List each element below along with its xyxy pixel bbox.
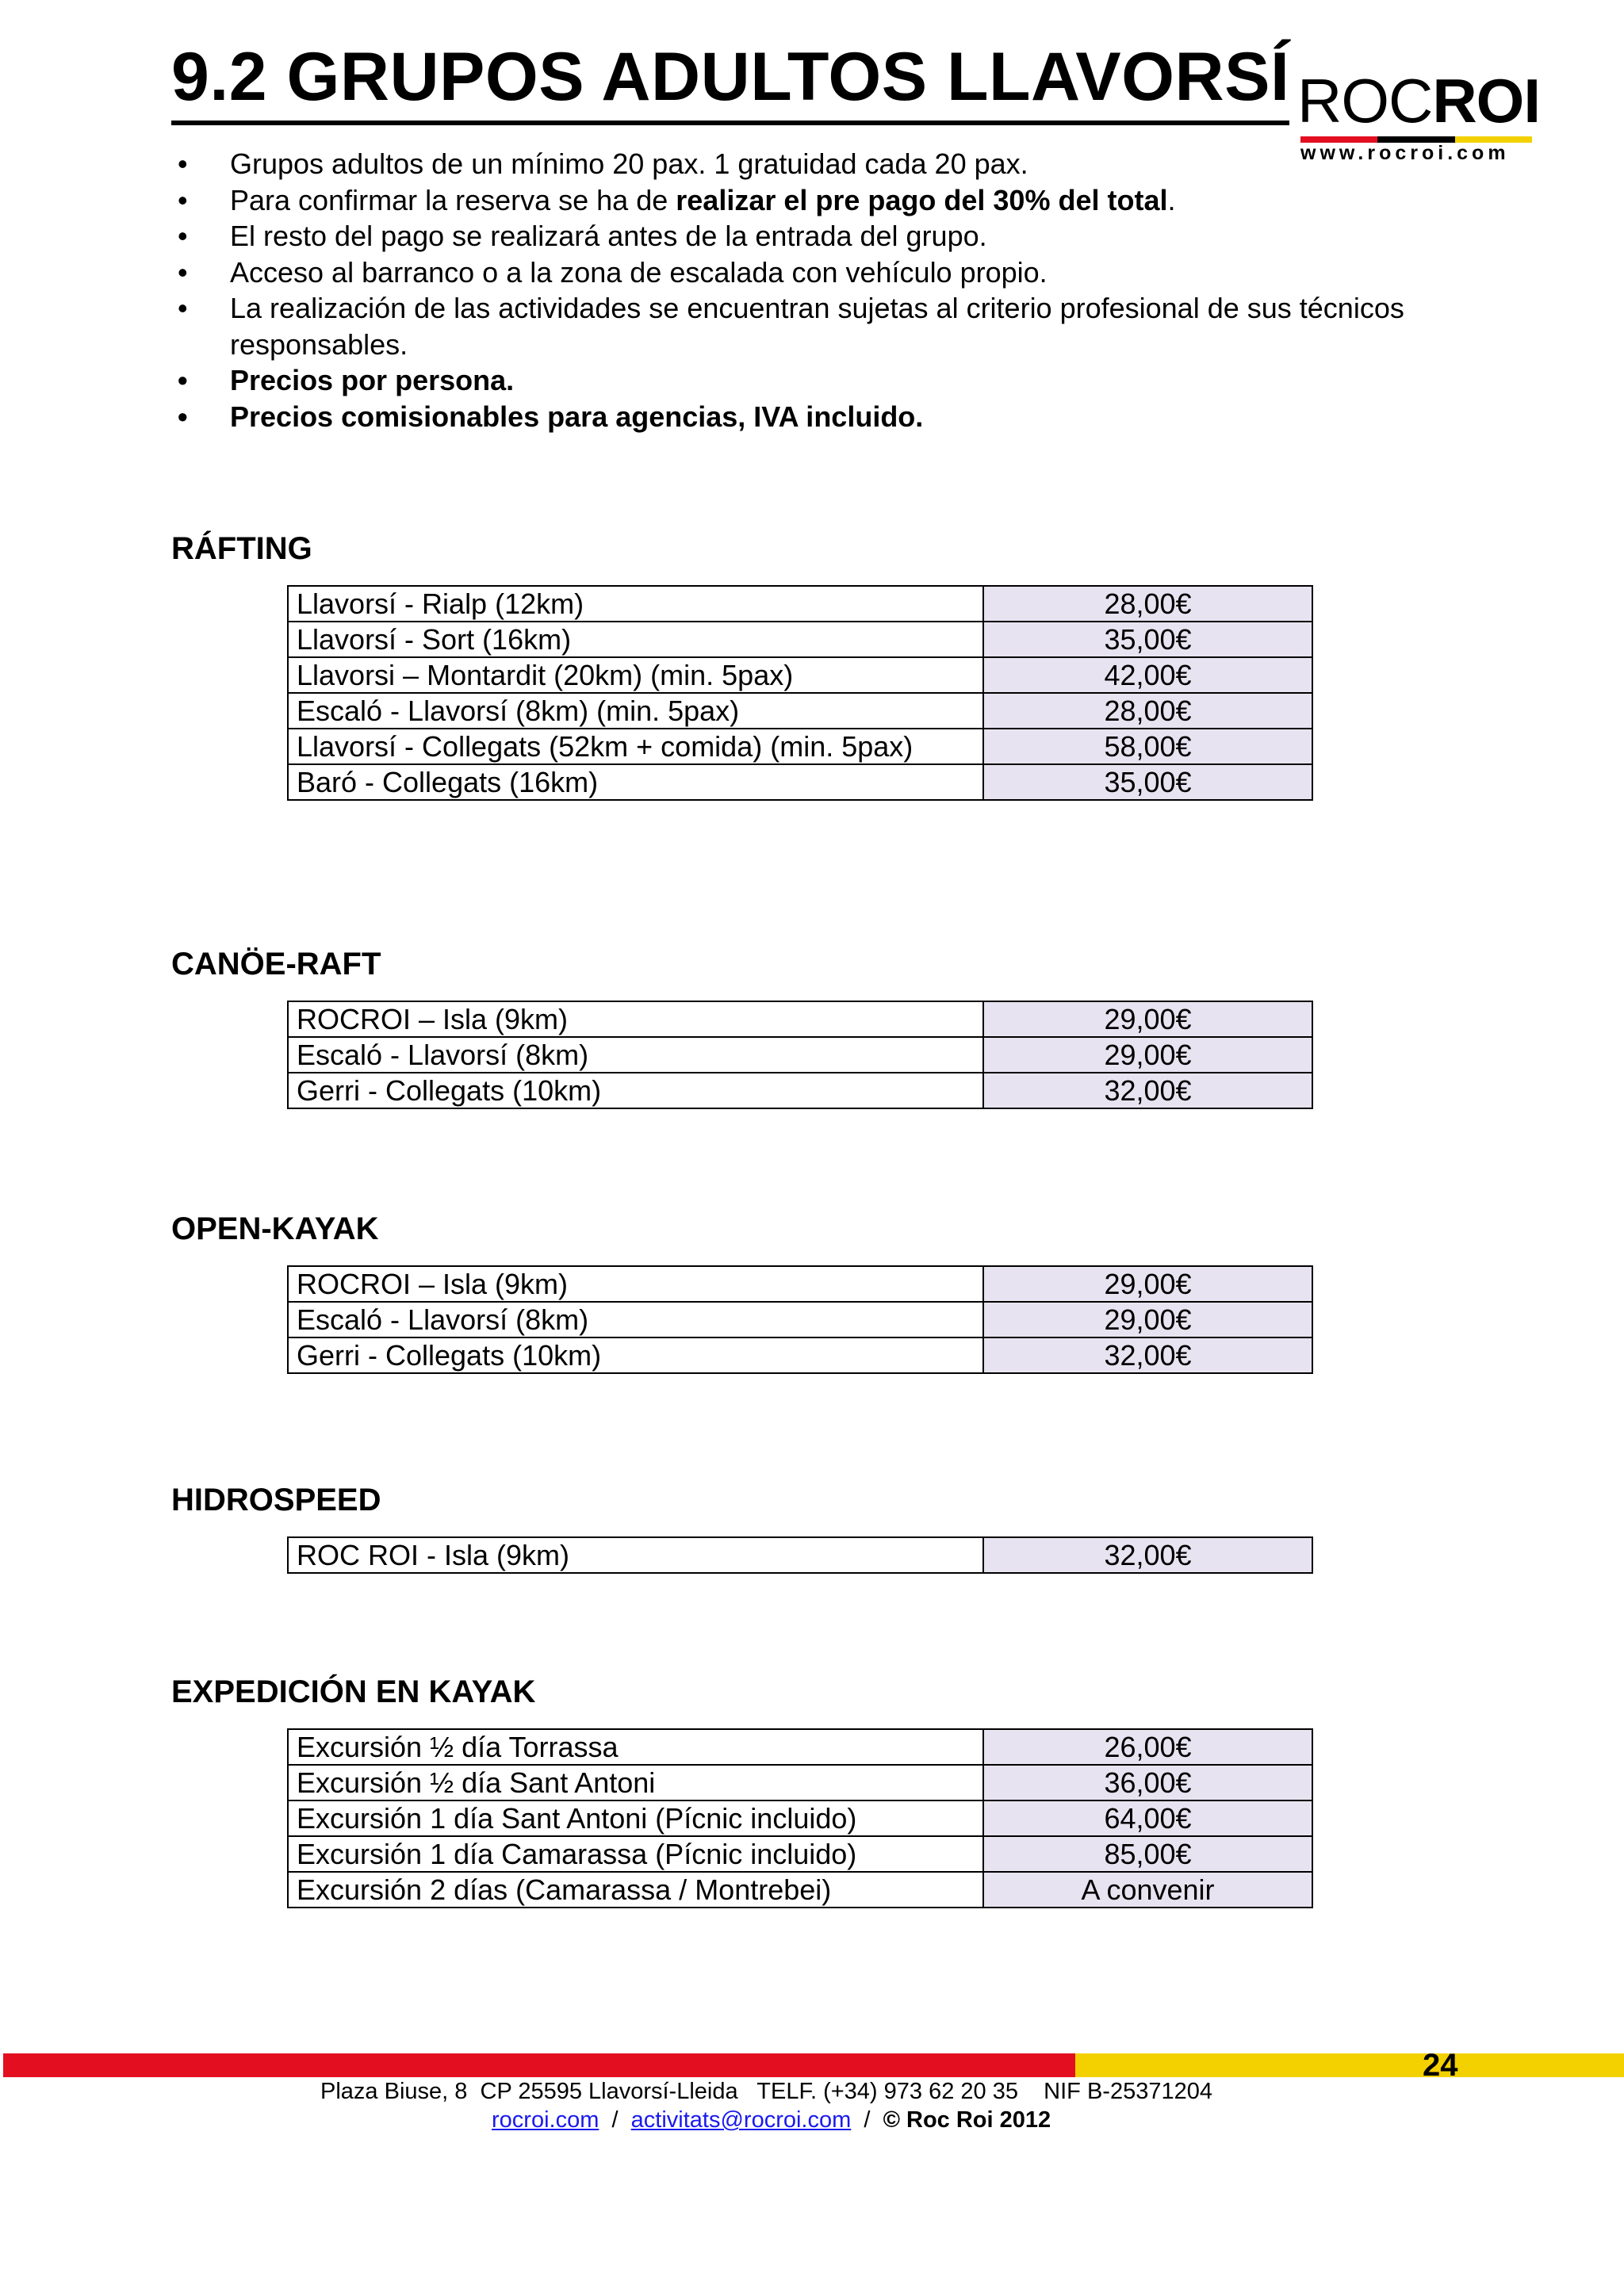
bullet-icon: •: [178, 255, 188, 289]
intro-item: [171, 218, 1519, 254]
price-cell: 42,00€: [983, 657, 1312, 693]
table-row: [288, 657, 1312, 693]
route-cell: Gerri - Collegats (10km): [288, 1073, 983, 1108]
table-row: [288, 1800, 1312, 1836]
price-cell: A convenir: [983, 1872, 1312, 1908]
table-row: [288, 1537, 1312, 1573]
copyright: © Roc Roi 2012: [883, 2107, 1051, 2133]
table-row: [288, 1001, 1312, 1037]
route-cell: Excursión 2 días (Camarassa / Montrebei): [288, 1872, 983, 1908]
table-row: [288, 693, 1312, 729]
table-row: [288, 1729, 1312, 1765]
footer-bar-yellow: [1075, 2053, 1624, 2077]
route-cell: Gerri - Collegats (10km): [288, 1337, 983, 1373]
price-table: [287, 1536, 1313, 1574]
intro-item-text: Grupos adultos de un mínimo 20 pax. 1 gratuidad cada 20 pax.: [230, 147, 1028, 180]
price-cell: 64,00€: [983, 1800, 1312, 1836]
price-cell: 35,00€: [983, 764, 1312, 800]
route-cell: ROC ROI - Isla (9km): [288, 1537, 983, 1573]
email-link[interactable]: activitats@rocroi.com: [630, 2107, 852, 2133]
logo-word-roi: ROI: [1432, 66, 1541, 136]
page-title: 9.2 GRUPOS ADULTOS LLAVORSÍ: [171, 33, 1289, 125]
route-cell: ROCROI – Isla (9km): [288, 1266, 983, 1302]
intro-item-text: Precios comisionables para agencias, IVA incluido.: [230, 400, 924, 433]
section-heading: RÁFTING: [171, 531, 312, 566]
price-cell: 29,00€: [983, 1001, 1312, 1037]
section-heading: OPEN-KAYAK: [171, 1211, 379, 1246]
logo-wordmark: [1297, 67, 1540, 135]
price-cell: 29,00€: [983, 1037, 1312, 1073]
bullet-icon: •: [178, 147, 188, 180]
table-row: [288, 1872, 1312, 1908]
footer-color-bar: [3, 2053, 1624, 2077]
footer-address: Plaza Biuse, 8 CP 25595 Llavorsí-Lleida TELF. (+34) 973 62 20 35 NIF B-25371204: [320, 2079, 1212, 2104]
intro-item-text: Acceso al barranco o a la zona de escalada con vehículo propio.: [230, 255, 1048, 289]
footer-links: [492, 2106, 1051, 2134]
price-cell: 29,00€: [983, 1266, 1312, 1302]
price-cell: 28,00€: [983, 586, 1312, 622]
route-cell: Escaló - Llavorsí (8km): [288, 1037, 983, 1073]
table-row: [288, 764, 1312, 800]
price-cell: 28,00€: [983, 693, 1312, 729]
footer-separator: /: [599, 2107, 631, 2133]
table-row: [288, 1765, 1312, 1800]
route-cell: Llavorsí - Collegats (52km + comida) (min. 5pax): [288, 729, 983, 764]
bullet-icon: •: [178, 220, 188, 252]
price-cell: 32,00€: [983, 1537, 1312, 1573]
price-cell: 35,00€: [983, 622, 1312, 657]
route-cell: Excursión ½ día Torrassa: [288, 1729, 983, 1765]
route-cell: Llavorsí - Sort (16km): [288, 622, 983, 657]
price-table: [287, 1265, 1313, 1374]
intro-item: [171, 182, 1519, 219]
section-heading: HIDROSPEED: [171, 1483, 381, 1517]
logo-word-roc: ROC: [1297, 66, 1433, 136]
bullet-icon: •: [178, 292, 188, 324]
intro-item-text-pre: Para confirmar la reserva se ha de: [230, 183, 676, 216]
price-cell: 36,00€: [983, 1765, 1312, 1800]
intro-item: [171, 362, 1519, 399]
footer-separator: /: [851, 2107, 883, 2133]
table-row: [288, 1302, 1312, 1337]
price-cell: 26,00€: [983, 1729, 1312, 1765]
table-row: [288, 1836, 1312, 1872]
route-cell: Escaló - Llavorsí (8km) (min. 5pax): [288, 693, 983, 729]
intro-list: [171, 146, 1519, 434]
website-link[interactable]: rocroi.com: [492, 2107, 599, 2133]
table-row: [288, 1266, 1312, 1302]
price-cell: 58,00€: [983, 729, 1312, 764]
table-row: [288, 586, 1312, 622]
table-row: [288, 1037, 1312, 1073]
intro-item-text: La realización de las actividades se encuentran sujetas al criterio profesional de sus técnicos responsables.: [230, 292, 1404, 361]
price-table: [287, 1728, 1313, 1908]
bullet-icon: •: [178, 364, 188, 396]
logo-url: www.rocroi.com: [1300, 142, 1510, 164]
price-table: [287, 585, 1313, 801]
route-cell: Baró - Collegats (16km): [288, 764, 983, 800]
price-cell: 29,00€: [983, 1302, 1312, 1337]
bullet-icon: •: [178, 400, 188, 433]
price-cell: 32,00€: [983, 1073, 1312, 1108]
table-row: [288, 622, 1312, 657]
intro-item-text: El resto del pago se realizará antes de la entrada del grupo.: [230, 220, 987, 252]
intro-item: [171, 290, 1519, 362]
bullet-icon: •: [178, 183, 188, 216]
intro-item: [171, 254, 1519, 291]
price-cell: 85,00€: [983, 1836, 1312, 1872]
page-number: 24: [1423, 2048, 1458, 2083]
rocroi-logo: [1297, 66, 1541, 164]
route-cell: Escaló - Llavorsí (8km): [288, 1302, 983, 1337]
intro-item: [171, 146, 1519, 182]
route-cell: Excursión 1 día Camarassa (Pícnic incluido): [288, 1836, 983, 1872]
route-cell: Excursión 1 día Sant Antoni (Pícnic incluido): [288, 1800, 983, 1836]
table-row: [288, 1073, 1312, 1108]
intro-item-text: Precios por persona.: [230, 364, 515, 396]
intro-item: [171, 399, 1519, 435]
intro-item-text-bold: realizar el pre pago del 30% del total: [676, 183, 1168, 216]
section-heading: EXPEDICIÓN EN KAYAK: [171, 1674, 536, 1709]
table-row: [288, 729, 1312, 764]
route-cell: Excursión ½ día Sant Antoni: [288, 1765, 983, 1800]
table-row: [288, 1337, 1312, 1373]
intro-item-text-post: .: [1167, 183, 1176, 216]
price-cell: 32,00€: [983, 1337, 1312, 1373]
footer-bar-red: [3, 2053, 1075, 2077]
route-cell: Llavorsí - Rialp (12km): [288, 586, 983, 622]
route-cell: ROCROI – Isla (9km): [288, 1001, 983, 1037]
price-table: [287, 1001, 1313, 1109]
route-cell: Llavorsi – Montardit (20km) (min. 5pax): [288, 657, 983, 693]
section-heading: CANÖE-RAFT: [171, 947, 381, 982]
